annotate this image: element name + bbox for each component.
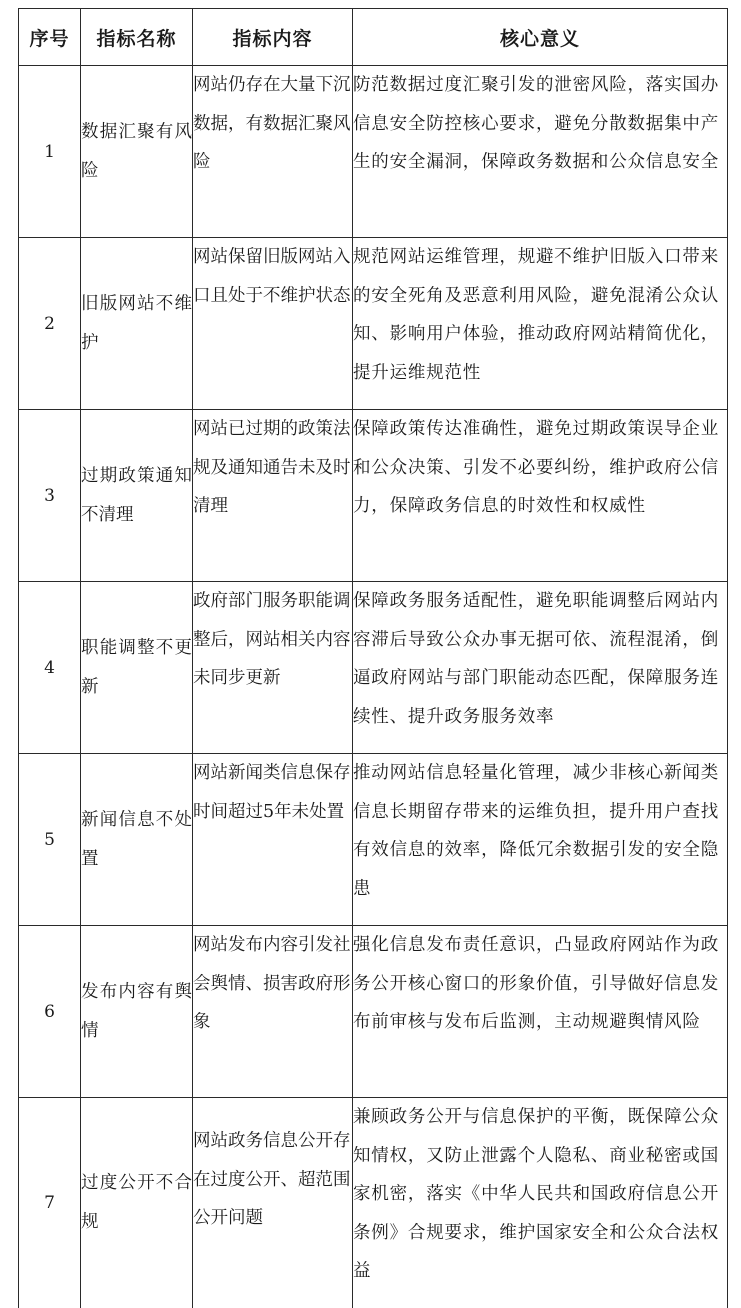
indicator-content: 政府部门服务职能调整后，网站相关内容未同步更新: [193, 582, 353, 754]
indicator-content: 网站发布内容引发社会舆情、损害政府形象: [193, 926, 353, 1098]
table-row: [19, 1098, 728, 1308]
header-name: 指标名称: [81, 9, 193, 66]
indicator-content: 网站保留旧版网站入口且处于不维护状态: [193, 238, 353, 410]
indicator-name: 职能调整不更新: [81, 582, 193, 754]
indicator-name: 发布内容有舆情: [81, 926, 193, 1098]
row-number: 3: [19, 410, 81, 582]
core-meaning: 规范网站运维管理，规避不维护旧版入口带来的安全死角及恶意利用风险，避免混淆公众认知、影响用户体验，推动政府网站精简优化，提升运维规范性: [353, 238, 728, 410]
indicator-name: 旧版网站不维护: [81, 238, 193, 410]
row-number: 2: [19, 238, 81, 410]
core-meaning: 强化信息发布责任意识，凸显政府网站作为政务公开核心窗口的形象价值，引导做好信息发布前审核与发布后监测，主动规避舆情风险: [353, 926, 728, 1098]
table-row: [19, 582, 728, 754]
table-row: [19, 66, 728, 238]
header-meaning: 核心意义: [353, 9, 728, 66]
indicator-content: 网站新闻类信息保存时间超过5年未处置: [193, 754, 353, 926]
indicator-name: 过度公开不合规: [81, 1098, 193, 1308]
table-row: [19, 238, 728, 410]
indicator-name: 过期政策通知不清理: [81, 410, 193, 582]
row-number: 1: [19, 66, 81, 238]
core-meaning: 防范数据过度汇聚引发的泄密风险，落实国办信息安全防控核心要求，避免分散数据集中产生的安全漏洞，保障政务数据和公众信息安全: [353, 66, 728, 238]
indicator-name: 数据汇聚有风险: [81, 66, 193, 238]
row-number: 6: [19, 926, 81, 1098]
indicator-name: 新闻信息不处置: [81, 754, 193, 926]
row-number: 4: [19, 582, 81, 754]
core-meaning: 保障政策传达准确性，避免过期政策误导企业和公众决策、引发不必要纠纷，维护政府公信力，保障政务信息的时效性和权威性: [353, 410, 728, 582]
header-row: [19, 9, 728, 66]
core-meaning: 推动网站信息轻量化管理，减少非核心新闻类信息长期留存带来的运维负担，提升用户查找有效信息的效率，降低冗余数据引发的安全隐患: [353, 754, 728, 926]
row-number: 5: [19, 754, 81, 926]
indicator-content: 网站仍存在大量下沉数据，有数据汇聚风险: [193, 66, 353, 238]
indicator-table: [18, 8, 728, 1308]
core-meaning: 兼顾政务公开与信息保护的平衡，既保障公众知情权，又防止泄露个人隐私、商业秘密或国家机密，落实《中华人民共和国政府信息公开条例》合规要求，维护国家安全和公众合法权益: [353, 1098, 728, 1308]
indicator-content: 网站已过期的政策法规及通知通告未及时清理: [193, 410, 353, 582]
table-row: [19, 926, 728, 1098]
header-no: 序号: [19, 9, 81, 66]
header-content: 指标内容: [193, 9, 353, 66]
table-row: [19, 410, 728, 582]
indicator-content: 网站政务信息公开存在过度公开、超范围公开问题: [193, 1098, 353, 1308]
row-number: 7: [19, 1098, 81, 1308]
table-row: [19, 754, 728, 926]
core-meaning: 保障政务服务适配性，避免职能调整后网站内容滞后导致公众办事无据可依、流程混淆，倒逼政府网站与部门职能动态匹配，保障服务连续性、提升政务服务效率: [353, 582, 728, 754]
